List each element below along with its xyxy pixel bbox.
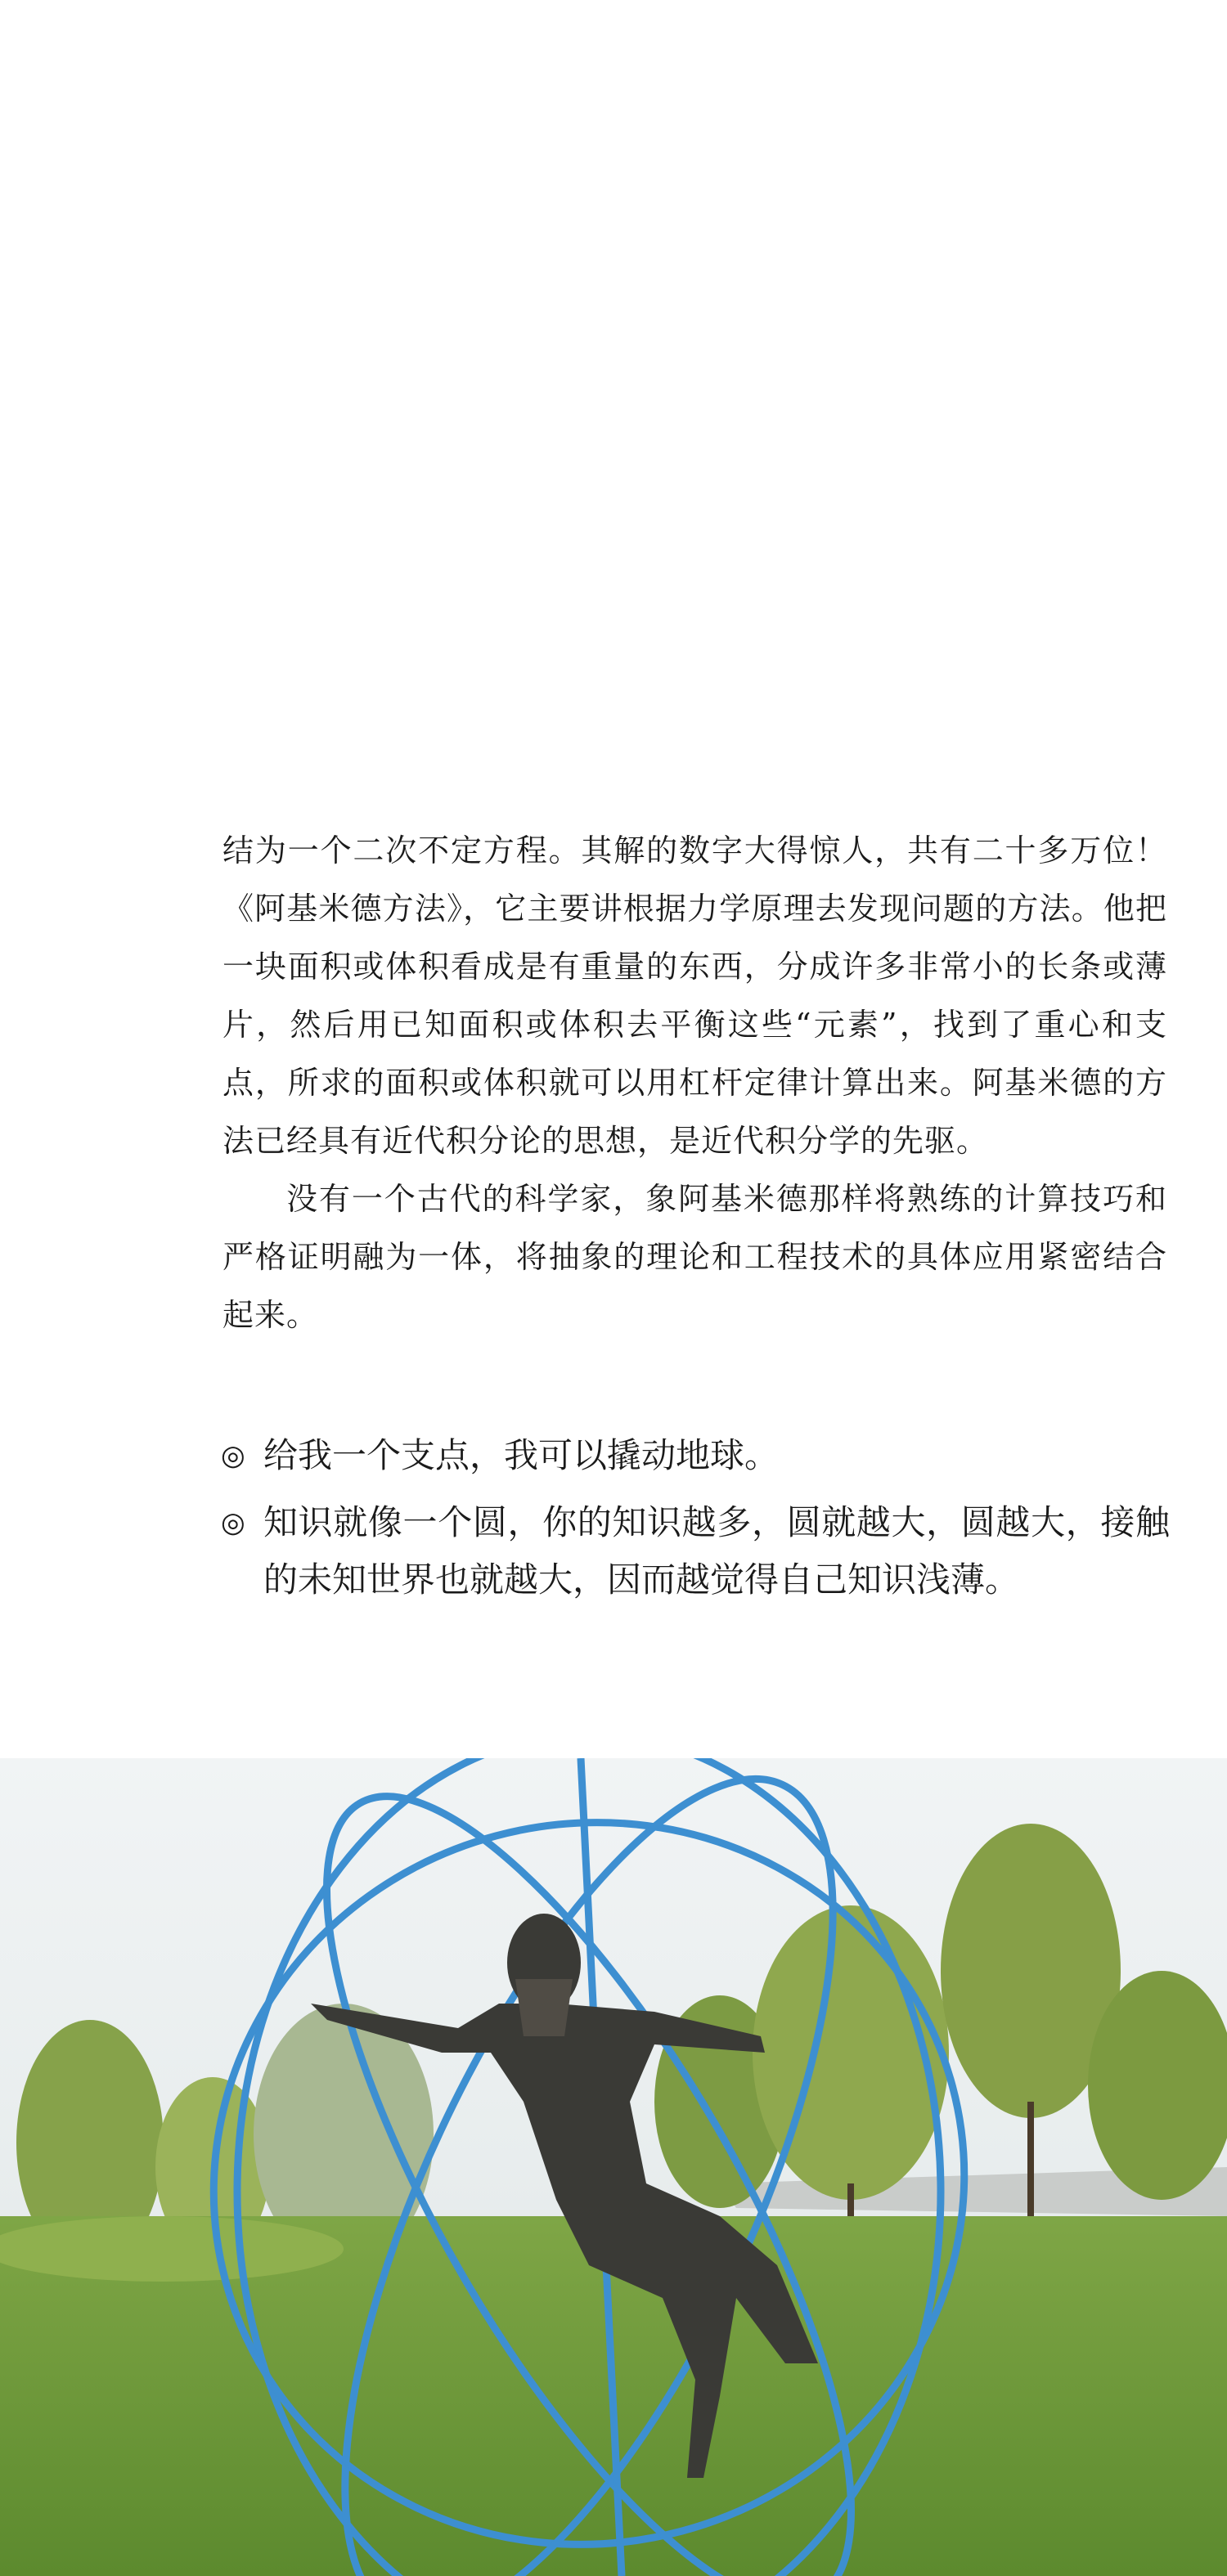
quote-text: 知识就像一个圆，你的知识越多，圆就越大，圆越大，接触的未知世界也就越大，因而越觉得自己知识浅薄。: [263, 1502, 1170, 1600]
paragraph-1: 结为一个二次不定方程。其解的数字大得惊人，共有二十多万位！《阿基米德方法》，它主要讲根据力学原理去发现问题的方法。他把一块面积或体积看成是有重量的东西，分成许多非常小的长条或薄片，然后用已知面积或体积去平衡这些“元素”，找到了重心和支点，所求的面积或体积就可以用杠杆定律计算出来。阿基米德的方法已经具有近代积分论的思想，是近代积分学的先驱。: [222, 832, 1167, 1159]
quote-list: [221, 1427, 1170, 1618]
quote-item: [221, 1427, 1170, 1484]
circle-bullet-icon: ◎: [221, 1439, 245, 1472]
body-text: [222, 822, 1167, 1344]
circle-bullet-icon: ◎: [221, 1506, 245, 1539]
archimedes-statue-photo: [0, 1758, 1227, 2576]
quote-item: [221, 1494, 1170, 1609]
quote-text: 给我一个支点，我可以撬动地球。: [263, 1435, 780, 1475]
paragraph-2: 没有一个古代的科学家，象阿基米德那样将熟练的计算技巧和严格证明融为一体，将抽象的理论和工程技术的具体应用紧密结合起来。: [222, 1181, 1167, 1333]
